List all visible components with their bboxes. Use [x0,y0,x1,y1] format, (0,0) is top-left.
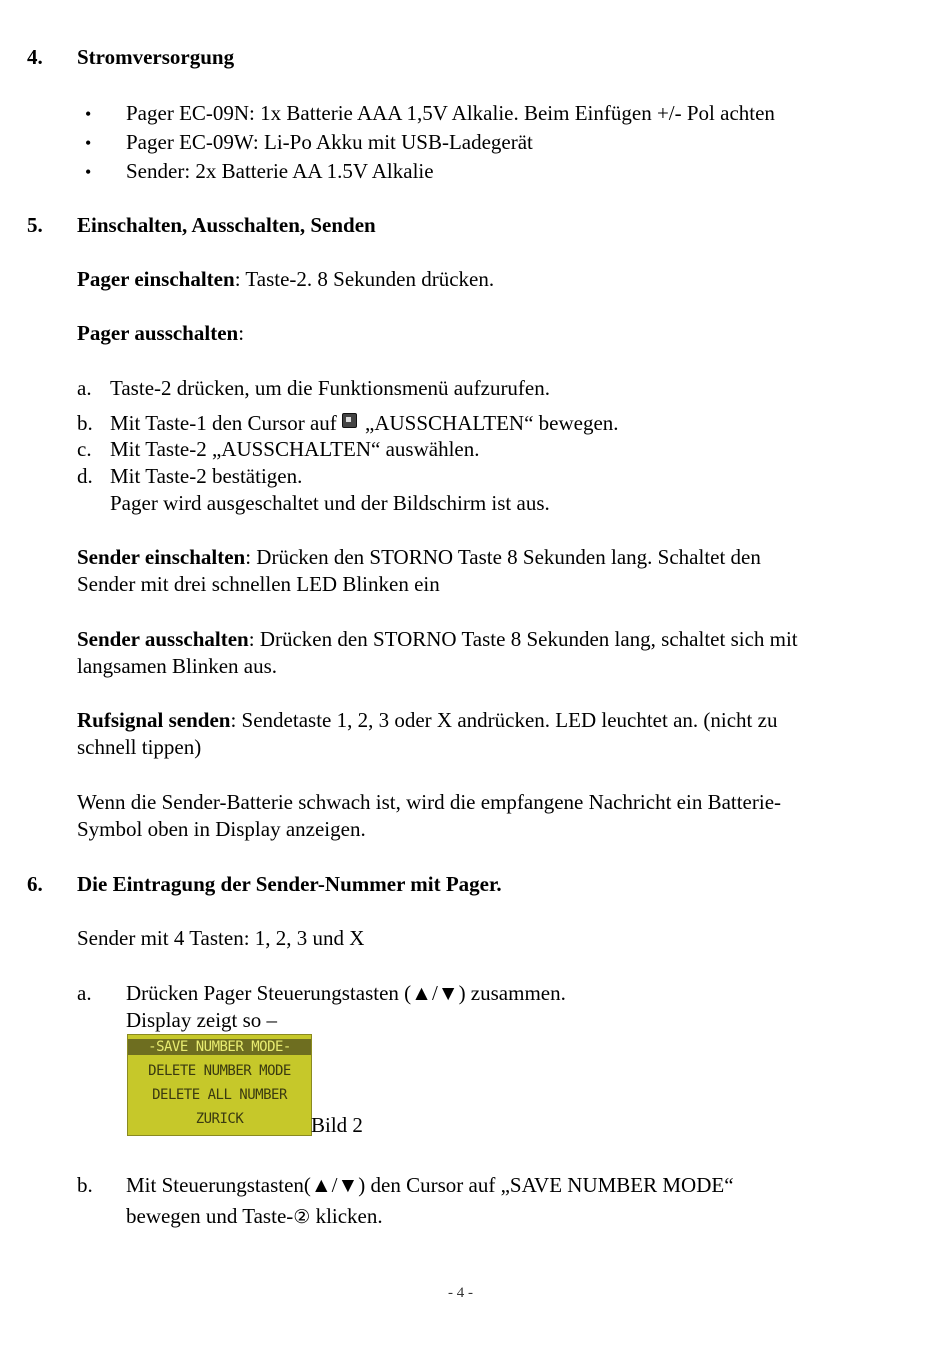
pager-off-colon: : [238,321,245,345]
section-6-number: 6. [27,872,43,896]
ruf-label: Rufsignal senden [77,708,231,732]
pager-on-paragraph [77,267,494,292]
step-letter: c. [77,437,92,461]
bullet-marker: • [85,104,92,124]
bullet-marker: • [85,162,92,182]
section-6-intro: Sender mit 4 Tasten: 1, 2, 3 und X [77,926,365,950]
step-letter: a. [77,981,92,1005]
sender-on-paragraph [77,545,761,570]
section-5-title: Einschalten, Ausschalten, Senden [77,213,376,237]
step-letter: d. [77,464,93,488]
step-letter: b. [77,411,93,435]
step-text: Pager wird ausgeschaltet und der Bildschirm ist aus. [110,491,550,515]
step-text-part: klicken. [310,1204,383,1228]
step-text: Mit Steuerungstasten(▲/▼) den Cursor auf „SAVE NUMBER MODE“ [126,1173,734,1197]
page-number: - 4 - [448,1285,473,1301]
sender-on-text: : Drücken den STORNO Taste 8 Sekunden lang. Schaltet den [245,545,761,569]
sender-off-label: Sender ausschalten [77,627,249,651]
sender-on-label: Sender einschalten [77,545,246,569]
step-text: Mit Taste-2 bestätigen. [110,464,303,488]
ruf-paragraph [77,708,777,733]
step-letter: b. [77,1173,93,1197]
step-text: Mit Taste-2 „AUSSCHALTEN“ auswählen. [110,437,480,461]
sender-off-text: : Drücken den STORNO Taste 8 Sekunden lang, schaltet sich mit [248,627,798,651]
step-text: Display zeigt so – [126,1008,278,1032]
bullet-item: Pager EC-09W: Li-Po Akku mit USB-Ladegerät [126,130,533,154]
step-text-part: bewegen und Taste- [126,1204,294,1228]
step-text [110,411,619,436]
section-6-title: Die Eintragung der Sender-Nummer mit Pager. [77,872,502,896]
battery-text-line2: Symbol oben in Display anzeigen. [77,817,366,841]
pager-on-text: : Taste-2. 8 Sekunden drücken. [234,267,495,291]
pager-on-label: Pager einschalten [77,267,235,291]
pager-display-image [127,1034,312,1136]
sender-off-text-line2: langsamen Blinken aus. [77,654,278,678]
step-text [126,1204,383,1229]
image-caption: Bild 2 [311,1113,363,1137]
step-text-part: Mit Taste-1 den Cursor auf [110,411,337,435]
lcd-row-delete-all-number: DELETE ALL NUMBER [152,1087,287,1103]
section-4-number: 4. [27,45,43,69]
circled-two-glyph: ② [293,1206,311,1228]
section-5-number: 5. [27,213,43,237]
step-text: Drücken Pager Steuerungstasten (▲/▼) zusammen. [126,981,566,1005]
pager-off-paragraph [77,321,244,346]
battery-text-line1: Wenn die Sender-Batterie schwach ist, wird die empfangene Nachricht ein Batterie- [77,790,782,814]
bullet-marker: • [85,133,92,153]
sender-off-paragraph [77,627,798,652]
step-letter: a. [77,376,92,400]
sender-on-text-line2: Sender mit drei schnellen LED Blinken ein [77,572,440,596]
lcd-row-save-number-mode: -SAVE NUMBER MODE- [128,1039,311,1055]
step-text-part: „AUSSCHALTEN“ bewegen. [365,411,619,435]
section-4-title: Stromversorgung [77,45,235,69]
bullet-item: Sender: 2x Batterie AA 1.5V Alkalie [126,159,434,183]
step-text: Taste-2 drücken, um die Funktionsmenü aufzurufen. [110,376,550,400]
lcd-row-delete-number-mode: DELETE NUMBER MODE [148,1063,291,1079]
ruf-text-line2: schnell tippen) [77,735,202,759]
pager-off-label: Pager ausschalten [77,321,239,345]
lcd-row-zurick: ZURICK [195,1111,244,1127]
bullet-item: Pager EC-09N: 1x Batterie AAA 1,5V Alkalie. Beim Einfügen +/- Pol achten [126,101,775,125]
power-off-menu-icon [342,413,357,428]
ruf-text: : Sendetaste 1, 2, 3 oder X andrücken. LED leuchtet an. (nicht zu [230,708,778,732]
